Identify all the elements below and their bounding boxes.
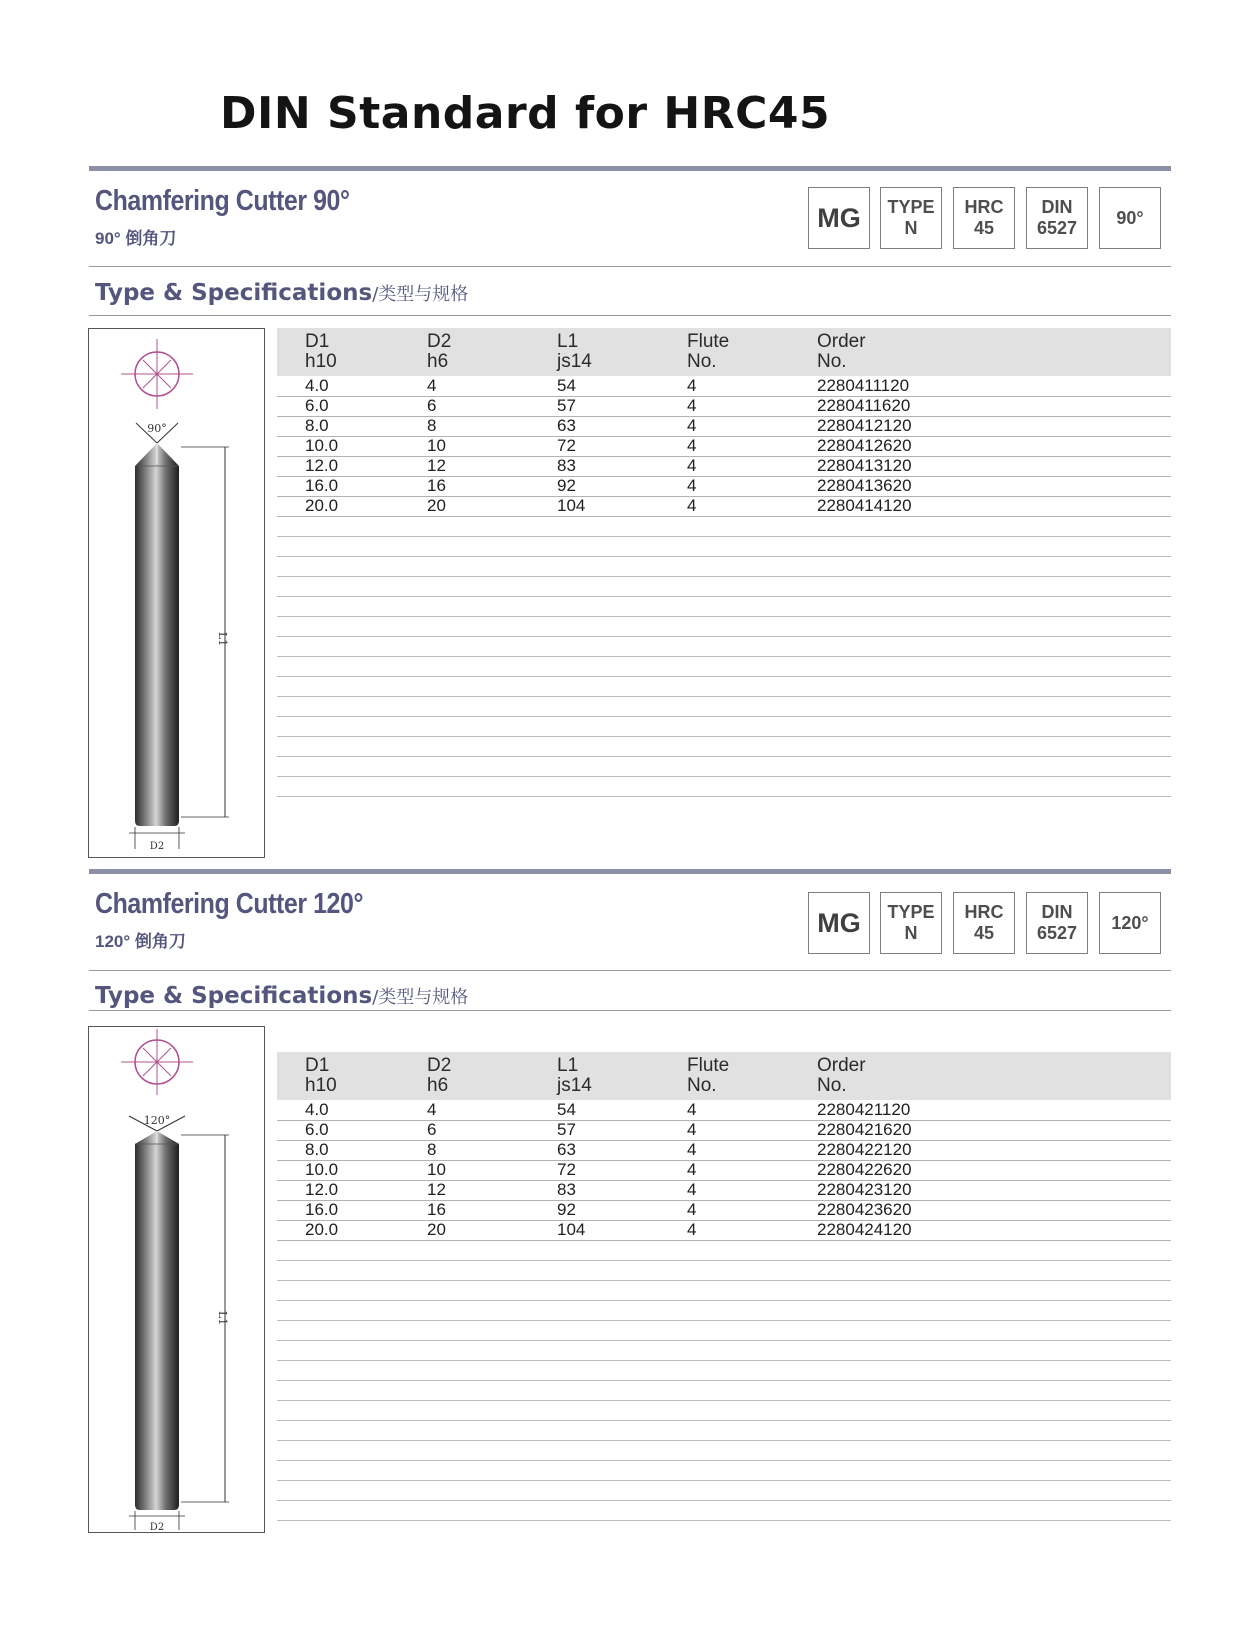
spec-heading-cn: /类型与规格 — [372, 284, 469, 305]
col-l1-bottom: js14 — [557, 351, 592, 372]
cell-order-no: 2280423120 — [817, 1180, 912, 1199]
table-row — [277, 1180, 1171, 1201]
blank-row — [277, 1460, 1171, 1481]
blank-row — [277, 656, 1171, 677]
col-order-header — [817, 1056, 866, 1096]
badge-mg — [808, 892, 870, 954]
badge-type — [880, 892, 942, 954]
tool-drawing — [88, 328, 265, 858]
badge-mg — [808, 187, 870, 249]
blank-row — [277, 1340, 1171, 1361]
badge-hrc-line2: 45 — [973, 923, 995, 943]
page-title: DIN Standard for HRC45 — [220, 88, 831, 139]
cell-l1: 57 — [557, 396, 576, 415]
cell-d2: 16 — [427, 476, 446, 495]
angle-label: 120° — [143, 1114, 171, 1127]
table-header — [277, 1052, 1171, 1100]
badge-din — [1026, 892, 1088, 954]
table-row — [277, 436, 1171, 457]
col-l1-top: L1 — [557, 331, 579, 352]
cell-d2: 10 — [427, 1160, 446, 1179]
cell-l1: 72 — [557, 436, 576, 455]
badge-din-line1: DIN — [1041, 197, 1073, 217]
col-flute-top: Flute — [687, 331, 730, 352]
blank-row — [277, 696, 1171, 717]
blank-row — [277, 636, 1171, 657]
product-title: Chamfering Cutter 90° — [95, 185, 350, 217]
col-flute-bottom: No. — [687, 1075, 717, 1096]
blank-row — [277, 1500, 1171, 1521]
badge-angle — [1099, 187, 1161, 249]
cell-d2: 20 — [427, 1220, 446, 1239]
cell-flute: 4 — [687, 1120, 697, 1139]
end-view-icon — [121, 339, 193, 409]
cell-d2: 10 — [427, 436, 446, 455]
col-order-top: Order — [817, 1055, 866, 1076]
section-divider — [89, 869, 1171, 874]
col-l1-header — [557, 332, 592, 372]
cell-l1: 63 — [557, 1140, 576, 1159]
cell-d2: 4 — [427, 1100, 437, 1119]
cell-d2: 8 — [427, 416, 437, 435]
col-d2-top: D2 — [427, 1055, 452, 1076]
blank-row — [277, 576, 1171, 597]
cell-order-no: 2280413620 — [817, 476, 912, 495]
cell-d2: 12 — [427, 1180, 446, 1199]
cell-l1: 54 — [557, 376, 576, 395]
shank-label: D2 — [149, 841, 165, 852]
cell-d2: 12 — [427, 456, 446, 475]
cell-order-no: 2280411620 — [817, 396, 911, 415]
table-row — [277, 496, 1171, 517]
cell-flute: 4 — [687, 1180, 697, 1199]
blank-row — [277, 756, 1171, 777]
cell-l1: 83 — [557, 1180, 576, 1199]
cell-l1: 83 — [557, 456, 576, 475]
blank-row — [277, 1360, 1171, 1381]
cell-d1: 10.0 — [305, 436, 339, 455]
cell-d2: 6 — [427, 1120, 437, 1139]
col-d2-top: D2 — [427, 331, 452, 352]
badge-type-line1: TYPE — [887, 197, 935, 217]
blank-row — [277, 1320, 1171, 1341]
cell-l1: 104 — [557, 1220, 586, 1239]
cell-l1: 92 — [557, 476, 576, 495]
angle-label: 90° — [147, 422, 167, 435]
table-header — [277, 328, 1171, 376]
col-d2-bottom: h6 — [427, 1075, 449, 1096]
badge-type-line2: N — [904, 923, 918, 943]
badge-mg-label: MG — [817, 202, 861, 233]
cell-d1: 12.0 — [305, 456, 339, 475]
cell-flute: 4 — [687, 496, 697, 515]
section-divider — [89, 166, 1171, 171]
col-flute-header — [687, 332, 729, 372]
blank-row — [277, 556, 1171, 577]
table-row — [277, 376, 1171, 397]
col-l1-bottom: js14 — [557, 1075, 592, 1096]
cell-d1: 10.0 — [305, 1160, 339, 1179]
spec-divider — [89, 1010, 1171, 1011]
badge-hrc-line1: HRC — [964, 902, 1004, 922]
cell-l1: 57 — [557, 1120, 576, 1139]
col-d1-header — [305, 1056, 337, 1096]
cell-flute: 4 — [687, 1200, 697, 1219]
cell-d1: 4.0 — [305, 1100, 329, 1119]
badge-angle-label: 120° — [1111, 912, 1149, 933]
cell-l1: 63 — [557, 416, 576, 435]
cell-order-no: 2280414120 — [817, 496, 912, 515]
col-order-bottom: No. — [817, 1075, 847, 1096]
cell-order-no: 2280421620 — [817, 1120, 912, 1139]
cell-order-no: 2280411120 — [817, 376, 910, 395]
cell-d1: 20.0 — [305, 496, 339, 515]
blank-row — [277, 596, 1171, 617]
cell-order-no: 2280424120 — [817, 1220, 912, 1239]
cell-l1: 92 — [557, 1200, 576, 1219]
table-row — [277, 396, 1171, 417]
blank-row — [277, 736, 1171, 757]
cell-l1: 54 — [557, 1100, 576, 1119]
title-divider — [89, 266, 1171, 267]
tool-drawing — [88, 1026, 265, 1533]
badge-hrc — [953, 892, 1015, 954]
table-row — [277, 416, 1171, 437]
col-d2-bottom: h6 — [427, 351, 449, 372]
cell-d1: 16.0 — [305, 1200, 339, 1219]
table-row — [277, 1140, 1171, 1161]
cell-d1: 6.0 — [305, 1120, 329, 1139]
spec-heading — [95, 983, 468, 1009]
cell-flute: 4 — [687, 1100, 697, 1119]
product-title: Chamfering Cutter 120° — [95, 888, 363, 920]
cell-flute: 4 — [687, 1220, 697, 1239]
blank-row — [277, 516, 1171, 537]
badge-type-line1: TYPE — [887, 902, 935, 922]
cell-order-no: 2280421120 — [817, 1100, 911, 1119]
length-label: L1 — [216, 1311, 229, 1326]
blank-row — [277, 1280, 1171, 1301]
cell-l1: 72 — [557, 1160, 576, 1179]
col-d1-top: D1 — [305, 331, 330, 352]
col-order-top: Order — [817, 331, 866, 352]
cell-order-no: 2280412620 — [817, 436, 912, 455]
badge-mg-label: MG — [817, 907, 861, 938]
table-row — [277, 1120, 1171, 1141]
cell-d1: 16.0 — [305, 476, 339, 495]
cell-flute: 4 — [687, 1160, 697, 1179]
length-label: L1 — [216, 632, 229, 647]
cell-d2: 6 — [427, 396, 437, 415]
badge-type — [880, 187, 942, 249]
blank-row — [277, 1480, 1171, 1501]
cell-l1: 104 — [557, 496, 586, 515]
blank-row — [277, 716, 1171, 737]
col-order-header — [817, 332, 866, 372]
col-l1-top: L1 — [557, 1055, 579, 1076]
col-l1-header — [557, 1056, 592, 1096]
table-row — [277, 1200, 1171, 1221]
cell-d2: 16 — [427, 1200, 446, 1219]
cell-flute: 4 — [687, 376, 697, 395]
col-order-bottom: No. — [817, 351, 847, 372]
badge-type-line2: N — [904, 218, 918, 238]
cell-d1: 8.0 — [305, 1140, 329, 1159]
cell-flute: 4 — [687, 436, 697, 455]
cell-d1: 4.0 — [305, 376, 329, 395]
col-flute-top: Flute — [687, 1055, 730, 1076]
table-row — [277, 1160, 1171, 1181]
title-divider — [89, 970, 1171, 971]
cell-flute: 4 — [687, 1140, 697, 1159]
cell-d1: 8.0 — [305, 416, 329, 435]
cell-flute: 4 — [687, 456, 697, 475]
cell-order-no: 2280413120 — [817, 456, 912, 475]
cell-flute: 4 — [687, 476, 697, 495]
table-row — [277, 476, 1171, 497]
cell-flute: 4 — [687, 396, 697, 415]
badge-hrc — [953, 187, 1015, 249]
cell-d1: 12.0 — [305, 1180, 339, 1199]
cell-order-no: 2280422120 — [817, 1140, 912, 1159]
badge-din-line1: DIN — [1041, 902, 1073, 922]
blank-row — [277, 536, 1171, 557]
col-d1-bottom: h10 — [305, 351, 337, 372]
spec-heading-en: Type & Specifications — [95, 280, 373, 306]
cell-d1: 20.0 — [305, 1220, 339, 1239]
blank-row — [277, 1300, 1171, 1321]
col-d1-header — [305, 332, 337, 372]
cutter-drawing-svg — [89, 329, 266, 859]
cell-order-no: 2280423620 — [817, 1200, 912, 1219]
cell-d2: 4 — [427, 376, 437, 395]
cutter-drawing-svg — [89, 1027, 266, 1534]
blank-row — [277, 1440, 1171, 1461]
blank-row — [277, 776, 1171, 797]
end-view-icon — [121, 1029, 193, 1095]
badge-hrc-line1: HRC — [964, 197, 1004, 217]
blank-row — [277, 1240, 1171, 1261]
table-row — [277, 1220, 1171, 1241]
col-flute-bottom: No. — [687, 351, 717, 372]
product-subtitle: 120° 倒角刀 — [95, 932, 186, 951]
blank-row — [277, 1260, 1171, 1281]
col-flute-header — [687, 1056, 729, 1096]
badge-din — [1026, 187, 1088, 249]
badge-angle — [1099, 892, 1161, 954]
badge-din-line2: 6527 — [1036, 923, 1078, 943]
product-subtitle: 90° 倒角刀 — [95, 229, 177, 248]
cell-d2: 20 — [427, 496, 446, 515]
blank-row — [277, 1420, 1171, 1441]
blank-row — [277, 1380, 1171, 1401]
table-row — [277, 456, 1171, 477]
spec-divider — [89, 315, 1171, 316]
cell-d1: 6.0 — [305, 396, 329, 415]
badge-angle-label: 90° — [1116, 207, 1144, 228]
blank-row — [277, 676, 1171, 697]
badge-din-line2: 6527 — [1036, 218, 1078, 238]
blank-row — [277, 1400, 1171, 1421]
badge-hrc-line2: 45 — [973, 218, 995, 238]
col-d1-bottom: h10 — [305, 1075, 337, 1096]
col-d2-header — [427, 1056, 451, 1096]
col-d2-header — [427, 332, 451, 372]
spec-heading-cn: /类型与规格 — [372, 987, 469, 1008]
cell-order-no: 2280412120 — [817, 416, 912, 435]
table-row — [277, 1100, 1171, 1121]
col-d1-top: D1 — [305, 1055, 330, 1076]
spec-heading — [95, 280, 468, 306]
blank-row — [277, 616, 1171, 637]
spec-heading-en: Type & Specifications — [95, 983, 373, 1009]
cell-order-no: 2280422620 — [817, 1160, 912, 1179]
shank-label: D2 — [149, 1522, 165, 1533]
cell-flute: 4 — [687, 416, 697, 435]
cell-d2: 8 — [427, 1140, 437, 1159]
